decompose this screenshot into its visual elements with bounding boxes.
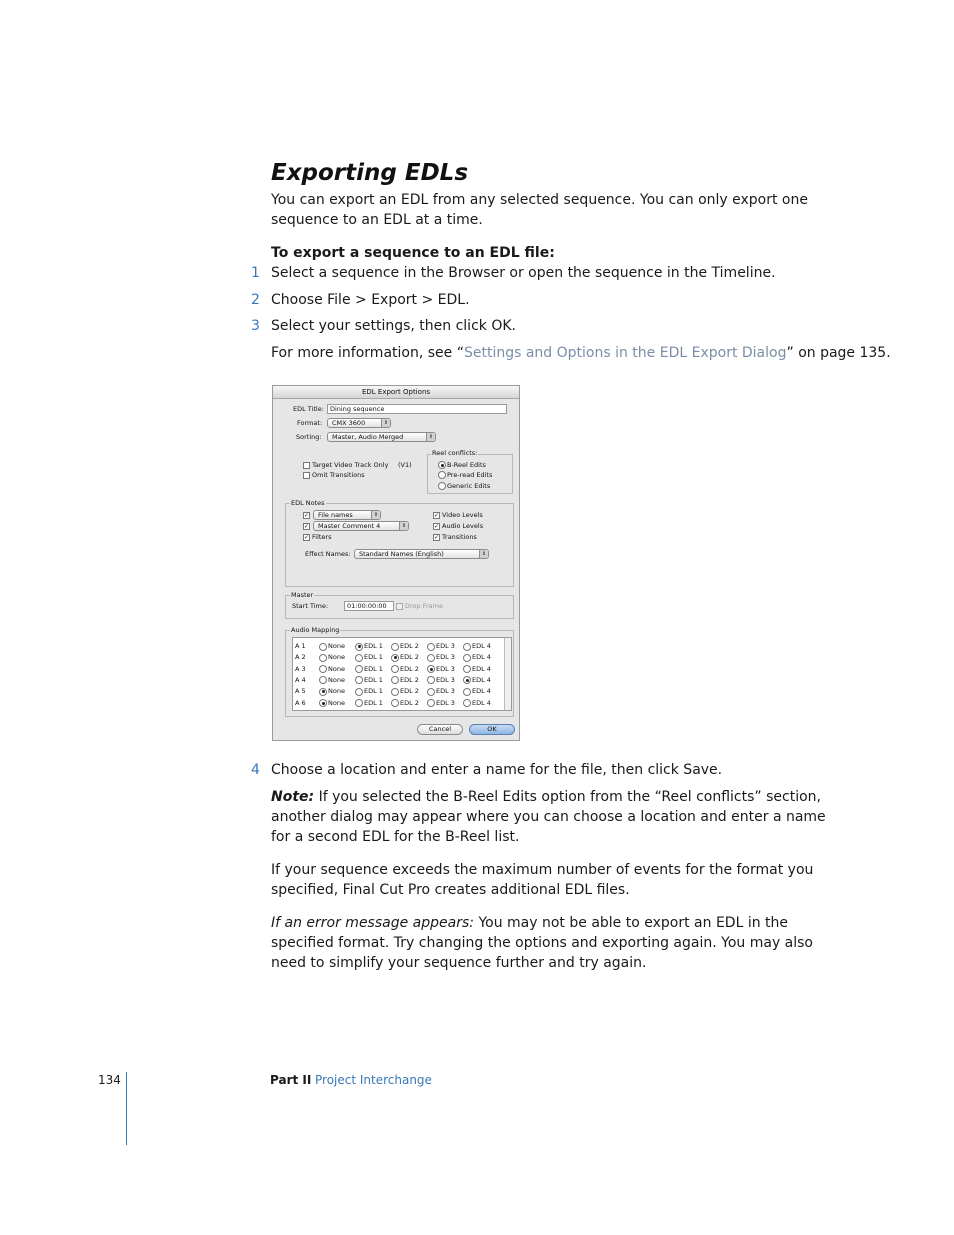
audio-map-radio[interactable]: [463, 699, 471, 707]
sorting-label: Sorting:: [296, 433, 322, 441]
reel-conflicts-label: Reel conflicts:: [432, 449, 478, 457]
audio-map-option-label: EDL 3: [436, 653, 455, 662]
audio-map-option-label: None: [328, 698, 345, 707]
audio-map-radio[interactable]: [355, 665, 363, 673]
audio-map-option-label: EDL 2: [400, 642, 419, 650]
error-paragraph: [271, 913, 831, 973]
audio-mapping-label: Audio Mapping: [291, 626, 340, 634]
notes-popup-1[interactable]: [313, 510, 381, 520]
audio-map-option-label: EDL 1: [364, 675, 383, 684]
audio-map-radio[interactable]: [427, 688, 435, 696]
page-number: 134: [98, 1073, 121, 1087]
audio-map-radio[interactable]: [355, 654, 363, 662]
format-popup[interactable]: [327, 418, 391, 428]
audio-map-option-label: EDL 4: [472, 675, 491, 684]
drop-frame-checkbox[interactable]: [396, 603, 403, 610]
audio-map-radio[interactable]: [319, 643, 327, 651]
audio-map-radio[interactable]: [355, 688, 363, 696]
audio-track-label: A 6: [295, 698, 306, 707]
exceeds-paragraph: If your sequence exceeds the maximum number of events for the format you specified, Final Cut Pro creates additional EDL files.: [271, 862, 814, 898]
audio-map-option-label: EDL 1: [364, 664, 383, 673]
audio-map-option-label: EDL 3: [436, 664, 455, 673]
audio-map-radio[interactable]: [319, 688, 327, 696]
footer-rule: [126, 1072, 127, 1145]
audio-map-radio[interactable]: [355, 643, 363, 651]
notes-popup-2-value: Master Comment 4: [318, 522, 381, 530]
omit-transitions-checkbox[interactable]: [303, 472, 310, 479]
dialog-title: EDL Export Options: [273, 386, 519, 399]
transitions-checkbox[interactable]: ✓: [434, 534, 440, 541]
pre-read-label: Pre-read Edits: [447, 471, 493, 479]
audio-map-option-label: EDL 3: [436, 698, 455, 707]
step-number: 3: [251, 318, 260, 334]
error-text: You may not be able to export an EDL in the specified format. Try changing the options and exporting again. You may also need to simplify your sequence further and try again.: [271, 915, 814, 971]
effect-names-popup[interactable]: [354, 549, 489, 559]
settings-link[interactable]: Settings and Options in the EDL Export Dialog: [463, 345, 787, 361]
audio-map-option-label: EDL 1: [364, 653, 383, 662]
audio-levels-checkbox[interactable]: ✓: [434, 523, 440, 530]
audio-map-radio[interactable]: [463, 688, 471, 696]
note-label: Note:: [271, 789, 315, 805]
step-text: Select a sequence in the Browser or open the sequence in the Timeline.: [271, 265, 776, 281]
target-video-label: Target Video Track Only: [312, 461, 389, 469]
target-video-checkbox[interactable]: [303, 462, 310, 469]
footer-part: Part II: [270, 1073, 312, 1087]
audio-map-option-label: EDL 2: [400, 664, 419, 673]
audio-map-radio[interactable]: [391, 699, 399, 707]
audio-map-radio[interactable]: [427, 676, 435, 684]
sorting-popup[interactable]: [327, 432, 436, 442]
intro-paragraph: You can export an EDL from any selected sequence. You can only export one sequence to an EDL at a time.: [271, 192, 808, 228]
cancel-button[interactable]: Cancel: [417, 724, 463, 735]
audio-map-option-label: EDL 3: [436, 687, 455, 696]
audio-map-radio[interactable]: [355, 676, 363, 684]
audio-map-radio[interactable]: [463, 654, 471, 662]
audio-map-option-label: EDL 3: [436, 675, 455, 684]
notes-checkbox-2[interactable]: ✓: [304, 523, 310, 530]
step-text: Choose File > Export > EDL.: [271, 292, 470, 308]
audio-map-radio[interactable]: [391, 665, 399, 673]
pre-read-radio[interactable]: [438, 471, 446, 479]
transitions-label: Transitions: [442, 533, 477, 541]
audio-mapping-list: [292, 637, 512, 711]
start-time-input[interactable]: 01:00:00:00: [344, 601, 394, 611]
generic-edits-label: Generic Edits: [447, 482, 491, 490]
notes-popup-1-value: File names: [318, 511, 353, 519]
popup-arrows-icon: ⇕: [371, 511, 380, 519]
procedure-title: To export a sequence to an EDL file:: [271, 245, 555, 261]
audio-map-radio[interactable]: [427, 699, 435, 707]
audio-map-radio[interactable]: [463, 665, 471, 673]
b-reel-radio[interactable]: [438, 461, 446, 469]
generic-edits-radio[interactable]: [438, 482, 446, 490]
audio-map-option-label: EDL 4: [472, 653, 491, 662]
step-text: Choose a location and enter a name for the file, then click Save.: [271, 762, 723, 778]
audio-map-radio[interactable]: [427, 643, 435, 651]
audio-map-option-label: EDL 2: [400, 698, 419, 707]
omit-transitions-label: Omit Transitions: [312, 471, 365, 479]
page-heading: Exporting EDLs: [271, 160, 469, 186]
audio-track-label: A 1: [295, 642, 306, 650]
audio-map-option-label: None: [328, 687, 345, 696]
audio-map-option-label: EDL 4: [472, 664, 491, 673]
popup-arrows-icon: ⇕: [479, 550, 488, 558]
start-time-label: Start Time:: [292, 602, 329, 610]
audio-track-label: A 2: [295, 653, 306, 662]
audio-map-radio[interactable]: [319, 699, 327, 707]
format-label: Format:: [297, 419, 323, 427]
audio-map-radio[interactable]: [391, 688, 399, 696]
edl-export-dialog: [272, 385, 520, 741]
notes-checkbox-1[interactable]: ✓: [304, 512, 310, 519]
audio-track-label: A 5: [295, 687, 306, 696]
more-info-after: ” on page 135.: [786, 345, 891, 361]
popup-arrows-icon: ⇕: [399, 522, 408, 530]
audio-map-radio[interactable]: [355, 699, 363, 707]
audio-map-radio[interactable]: [319, 676, 327, 684]
edl-notes-label: EDL Notes: [291, 499, 325, 507]
popup-arrows-icon: ⇕: [381, 419, 390, 427]
audio-map-radio[interactable]: [463, 676, 471, 684]
audio-map-option-label: None: [328, 675, 345, 684]
step-text: Select your settings, then click OK.: [271, 318, 516, 334]
ok-button[interactable]: OK: [469, 724, 515, 735]
target-video-suffix: (V1): [398, 461, 412, 469]
audio-map-option-label: EDL 3: [436, 642, 455, 650]
video-levels-checkbox[interactable]: ✓: [434, 512, 440, 519]
audio-map-option-label: EDL 1: [364, 698, 383, 707]
audio-map-option-label: EDL 2: [400, 675, 419, 684]
edl-title-input[interactable]: Dining sequence: [327, 404, 507, 414]
audio-map-option-label: EDL 2: [400, 687, 419, 696]
master-label: Master: [291, 591, 314, 599]
format-value: CMX 3600: [332, 419, 366, 427]
audio-map-option-label: None: [328, 664, 345, 673]
more-info-paragraph: [271, 343, 891, 363]
b-reel-label: B-Reel Edits: [447, 461, 486, 469]
audio-map-radio[interactable]: [391, 654, 399, 662]
step-number: 4: [251, 762, 260, 778]
notes-popup-2[interactable]: [313, 521, 409, 531]
popup-arrows-icon: ⇕: [426, 433, 435, 441]
audio-map-radio[interactable]: [427, 665, 435, 673]
more-info-before: For more information, see “: [271, 345, 464, 361]
audio-map-option-label: EDL 4: [472, 642, 491, 650]
audio-map-radio[interactable]: [391, 676, 399, 684]
video-levels-label: Video Levels: [442, 511, 483, 519]
step-number: 2: [251, 292, 260, 308]
footer-section: Project Interchange: [315, 1073, 432, 1087]
audio-map-option-label: EDL 1: [364, 687, 383, 696]
audio-map-radio[interactable]: [391, 643, 399, 651]
filters-checkbox[interactable]: ✓: [304, 534, 310, 541]
edl-title-label: EDL Title:: [293, 405, 324, 413]
effect-names-label: Effect Names:: [305, 550, 351, 558]
audio-track-label: A 3: [295, 664, 306, 673]
error-label: If an error message appears:: [271, 915, 474, 931]
audio-map-radio[interactable]: [319, 654, 327, 662]
sorting-value: Master, Audio Merged: [332, 433, 404, 441]
audio-map-option-label: EDL 2: [400, 653, 419, 662]
audio-map-option-label: None: [328, 642, 345, 650]
note-text: If you selected the B-Reel Edits option from the “Reel conflicts” section, another dialog may appear where you can choose a location and enter a name for a second EDL for the B-Reel list.: [271, 789, 826, 845]
audio-map-radio[interactable]: [463, 643, 471, 651]
step-number: 1: [251, 265, 260, 281]
audio-map-option-label: EDL 4: [472, 687, 491, 696]
audio-map-option-label: EDL 1: [364, 642, 383, 650]
effect-names-value: Standard Names (English): [359, 550, 444, 558]
audio-levels-label: Audio Levels: [442, 522, 484, 530]
note-paragraph: [271, 787, 831, 847]
audio-map-radio[interactable]: [319, 665, 327, 673]
drop-frame-label: Drop Frame: [405, 602, 443, 610]
audio-map-option-label: EDL 4: [472, 698, 491, 707]
audio-map-radio[interactable]: [427, 654, 435, 662]
audio-mapping-scrollbar[interactable]: [504, 638, 511, 710]
filters-label: Filters: [312, 533, 332, 541]
audio-track-label: A 4: [295, 675, 306, 684]
audio-map-option-label: None: [328, 653, 345, 662]
